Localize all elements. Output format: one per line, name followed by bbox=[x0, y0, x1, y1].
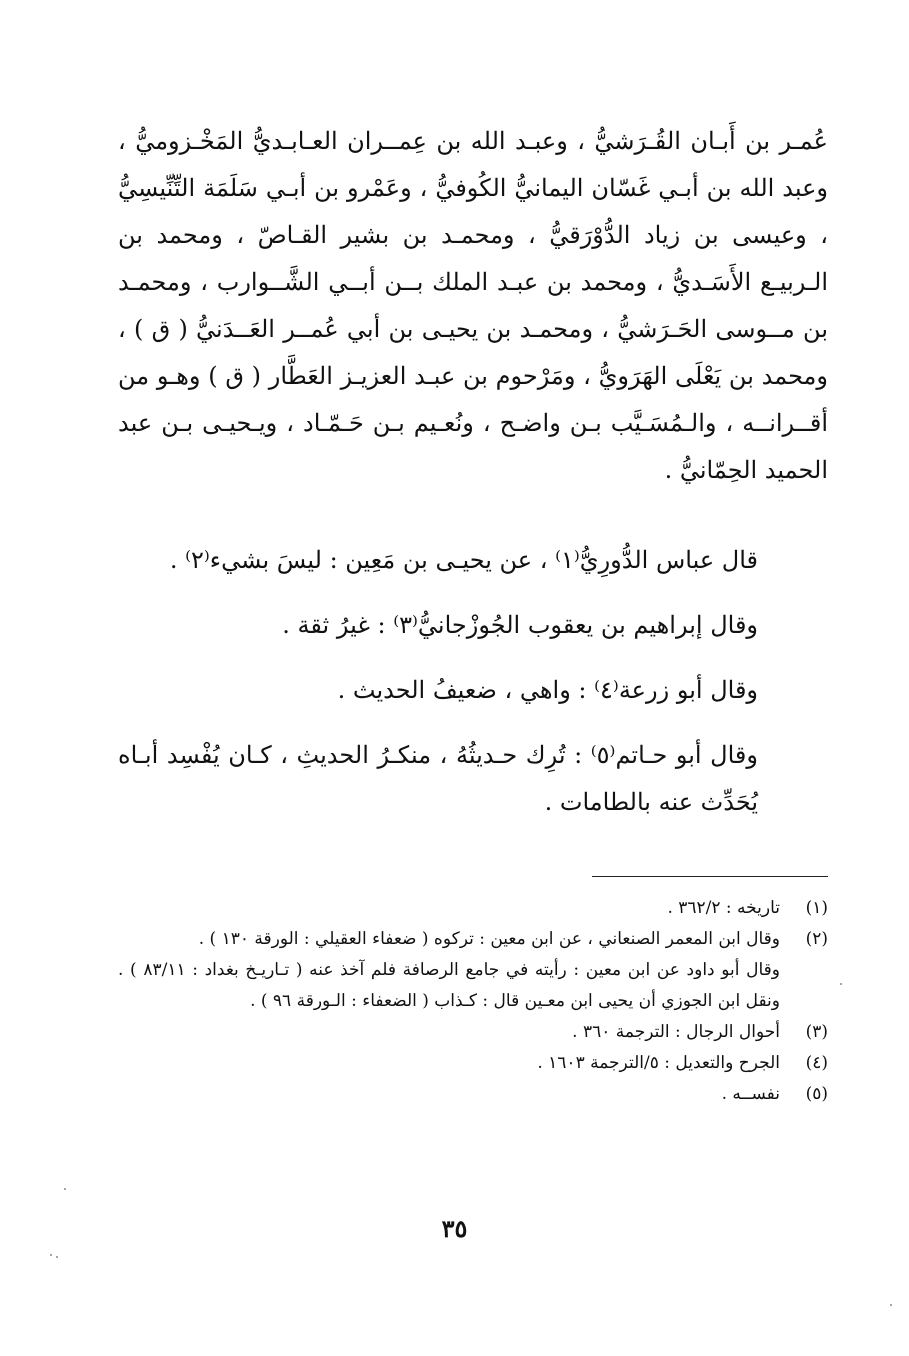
footnote-text: تاريخه : ٣٦٢/٢ . bbox=[667, 898, 780, 918]
footnote-body bbox=[118, 1048, 780, 1079]
quote-abu-zura: وقال أبو زرعة⁽٤⁾ : واهي ، ضعيفُ الحديث . bbox=[337, 676, 758, 704]
footnote-4 bbox=[118, 1048, 828, 1079]
scan-speck bbox=[64, 1188, 66, 1190]
scan-speck bbox=[56, 1256, 58, 1258]
footnote-body bbox=[118, 893, 780, 924]
quotes-section bbox=[118, 537, 828, 826]
main-line: ومحمد بن يَعْلَى الهَرَويُّ ، ومَرْحوم بن عبـد العزيـز العَطَّار ( ق ) وهـو من bbox=[118, 362, 829, 390]
footnote-2 bbox=[118, 924, 828, 1017]
main-line: عبد الحميد الحِمّانيُّ . bbox=[118, 409, 828, 484]
footnote-text: نفســه . bbox=[721, 1084, 780, 1104]
footnote-text: الجرح والتعديل : ٥/الترجمة ١٦٠٣ . bbox=[537, 1053, 780, 1073]
quote-abu-hatim: وقال أبو حـاتم⁽٥⁾ : تُرِك حـديثُهُ ، منكـرُ الحديثِ ، كـان يُفْسِد أبـاه يُحَدِّث عنه بالطامات . bbox=[118, 741, 758, 816]
main-line: أقــرانــه ، والـمُسَـيَّب بـن واضـح ، ونُعـيم بـن حَـمّـاد ، ويـحيـى بـن bbox=[161, 409, 828, 437]
footnote-number: (٤) bbox=[805, 1053, 828, 1073]
main-line: عُمـر بن أَبـان القُـرَشيُّ ، وعبـد الله بن عِمــران العـابـديُّ المَخْـزوميُّ ، bbox=[118, 127, 828, 155]
scan-speck bbox=[890, 1304, 892, 1306]
footnote-text: وقال أبو داود عن ابن معين : رأيته في جامع الرصافة فلم آخذ عنه ( تـاريـخ بغداد : ٨٣/١١ ) . ونقل ابن الجوزي أن يحيى ابن معـين قال : كـذاب ( الضعفاء : الـورقة ٩٦ ) . bbox=[118, 960, 781, 1011]
footnote-1 bbox=[118, 893, 828, 924]
footnote-text: أحوال الرجال : الترجمة ٣٦٠ . bbox=[572, 1022, 780, 1042]
footnotes bbox=[118, 893, 828, 1110]
main-line: مــوسى الحَـرَشيُّ ، ومحمـد بن يحيـى بن أبي عُمــر العَــدَنيُّ ( ق ) ، bbox=[118, 315, 795, 343]
scan-speck bbox=[840, 983, 842, 985]
page-number: ٣٥ bbox=[441, 1214, 468, 1243]
main-paragraph-text bbox=[118, 118, 828, 494]
footnote-number: (١) bbox=[805, 898, 828, 918]
main-paragraph bbox=[118, 118, 828, 494]
main-line: وعيسى بن زياد الدُّوْرَقيُّ ، ومحمـد بن بشير القـاصّ ، ومحمد بن الـربيـع bbox=[118, 221, 828, 296]
footnote-separator bbox=[592, 876, 828, 877]
footnote-body bbox=[118, 1079, 780, 1110]
footnote-number: (٢) bbox=[805, 929, 828, 949]
footnote-body bbox=[118, 924, 780, 1017]
footnote-5 bbox=[118, 1079, 828, 1110]
quote-aljuzjani: وقال إبراهيم بن يعقوب الجُوزْجانيُّ⁽٣⁾ : غيرُ ثقة . bbox=[282, 611, 758, 639]
footnote-number: (٣) bbox=[805, 1022, 828, 1042]
quote-abbas-aldouri: قال عباس الدُّورِيُّ⁽١⁾ ، عن يحيـى بن مَعِين : ليسَ بشيء⁽٢⁾ . bbox=[169, 546, 758, 574]
main-line: وعبد الله بن أبـي غَسّان اليمانيُّ الكُوفيُّ ، وعَمْرو بن أبـي سَلَمَة التِّنِّيسِيُّ ، bbox=[118, 174, 828, 249]
footnote-body bbox=[118, 1017, 780, 1048]
footnote-3 bbox=[118, 1017, 828, 1048]
main-line: الأَسَـديُّ ، ومحمد بن عبـد الملك بــن أبــي الشَّــوارب ، ومحمـد بن bbox=[118, 268, 828, 343]
footnote-text: وقال ابن المعمر الصنعاني ، عن ابن معين : تركوه ( ضعفاء العقيلي : الورقة ١٣٠ ) . bbox=[198, 929, 780, 949]
footnote-number: (٥) bbox=[805, 1084, 828, 1104]
scan-speck bbox=[50, 1254, 52, 1256]
